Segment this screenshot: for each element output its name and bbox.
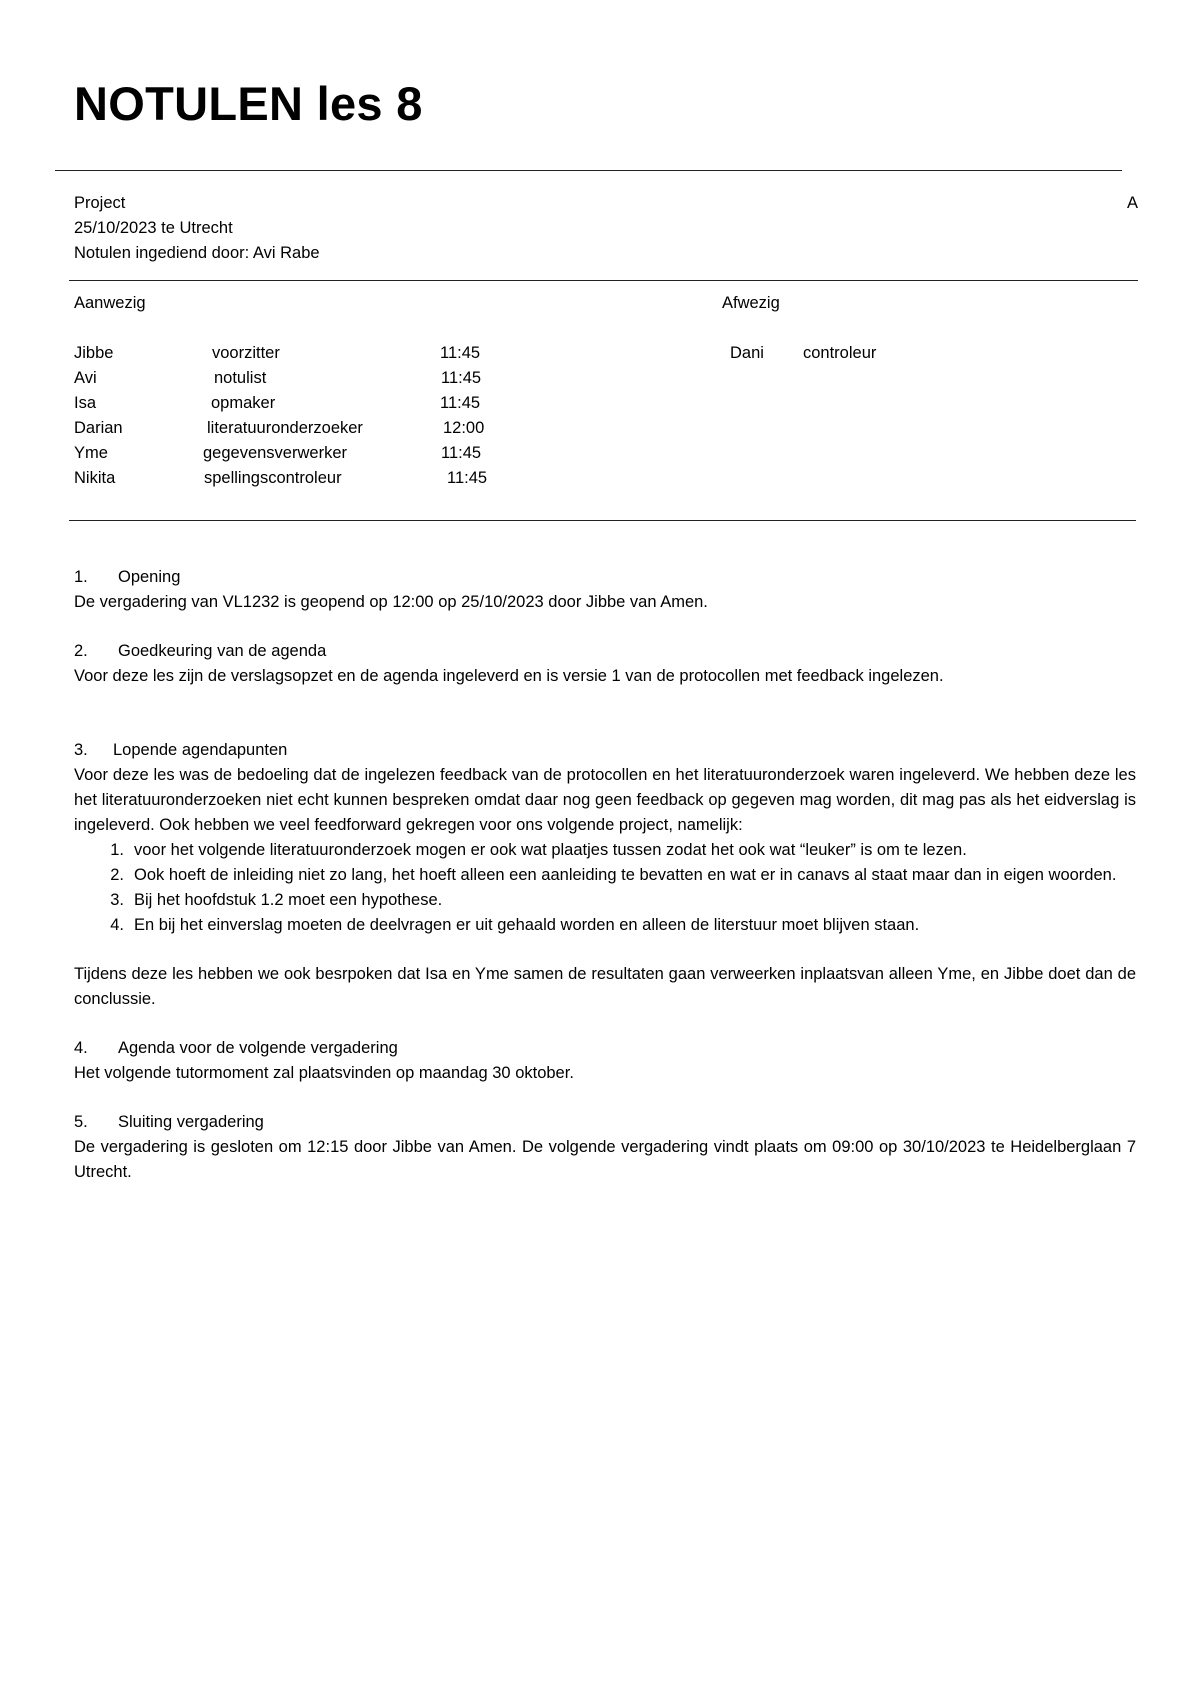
feedforward-list	[74, 838, 1136, 938]
page-title: NOTULEN les 8	[74, 77, 423, 130]
section-heading: Goedkeuring van de agenda	[118, 642, 327, 660]
attendee-role: opmaker	[211, 394, 276, 412]
list-item	[74, 888, 1136, 913]
section-closing	[74, 1110, 1136, 1185]
attendee-name: Yme	[74, 444, 108, 462]
section-text: Het volgende tutormoment zal plaatsvinden op maandag 30 oktober.	[74, 1064, 574, 1082]
list-item-text: Ook hoeft de inleiding niet zo lang, het hoeft alleen een aanleiding te bevatten en wat er in canavs al staat maar dan in eigen woorden.	[134, 866, 1117, 884]
date-place: 25/10/2023 te Utrecht	[74, 219, 233, 237]
submitted-by: Notulen ingediend door: Avi Rabe	[74, 244, 320, 262]
attendee-time: 11:45	[447, 469, 488, 487]
attendee-name: Avi	[74, 369, 97, 387]
attendee-time: 12:00	[443, 419, 485, 437]
attendee-role: spellingscontroleur	[204, 469, 342, 487]
absentee-role: controleur	[803, 344, 877, 362]
attendee-role: gegevensverwerker	[203, 444, 347, 462]
section-number: 5.	[74, 1113, 88, 1131]
list-item-text: voor het volgende literatuuronderzoek mogen er ook wat plaatjes tussen zodat het ook wat “leuker” is om te lezen.	[134, 841, 967, 859]
list-item	[74, 838, 1136, 863]
section-opening	[74, 565, 1136, 615]
list-item-number: 4.	[110, 916, 124, 934]
attendance-divider	[69, 520, 1136, 521]
attendee-time: 11:45	[440, 394, 481, 412]
section-heading: Sluiting vergadering	[118, 1113, 264, 1131]
minutes-body	[74, 565, 1136, 1185]
list-item-text: En bij het einverslag moeten de deelvragen er uit gehaald worden en alleen de literstuur moet blijven staan.	[134, 916, 920, 934]
attendee-role: notulist	[214, 369, 267, 387]
attendee-time: 11:45	[441, 369, 482, 387]
attendee-role: voorzitter	[212, 344, 280, 362]
section-heading: Opening	[118, 568, 181, 586]
section-heading: Lopende agendapunten	[113, 741, 288, 759]
attendee-role: literatuuronderzoeker	[207, 419, 363, 437]
section-next-meeting-agenda	[74, 1036, 1136, 1086]
attendee-name: Jibbe	[74, 344, 114, 362]
attendee-name: Darian	[74, 419, 123, 437]
section-number: 1.	[74, 568, 88, 586]
attendee-time: 11:45	[440, 344, 481, 362]
section-heading: Agenda voor de volgende vergadering	[118, 1039, 398, 1057]
section-number: 4.	[74, 1039, 88, 1057]
section-ongoing-items	[74, 738, 1136, 1012]
list-item	[74, 863, 1136, 888]
absent-heading: Afwezig	[722, 294, 780, 312]
list-item-number: 2.	[110, 866, 124, 884]
attendee-name: Nikita	[74, 469, 116, 487]
section-number: 2.	[74, 642, 88, 660]
list-item-number: 1.	[110, 841, 124, 859]
attendee-name: Isa	[74, 394, 97, 412]
section-text: De vergadering van VL1232 is geopend op 12:00 op 25/10/2023 door Jibbe van Amen.	[74, 593, 708, 611]
absentee-name: Dani	[730, 344, 764, 362]
present-heading: Aanwezig	[74, 294, 146, 312]
meta-divider	[69, 280, 1138, 281]
section-text: Voor deze les was de bedoeling dat de ingelezen feedback van de protocollen en het literatuuronderzoek waren ingeleverd. We hebben deze les het literatuuronderzoeken niet echt kunnen bespreken omdat daar nog geen feedback op gegeven mag worden, dit mag pas als het eidverslag is ingeleverd. Ook hebben we veel feedforward gekregen voor ons volgende project, namelijk:	[74, 766, 1136, 834]
project-suffix: A	[1126, 194, 1138, 212]
project-label: Project	[74, 194, 126, 212]
title-divider	[55, 170, 1122, 171]
section-text: Voor deze les zijn de verslagsopzet en de agenda ingeleverd en is versie 1 van de protocollen met feedback ingelezen.	[74, 667, 944, 685]
list-item	[74, 913, 1136, 938]
list-item-text: Bij het hoofdstuk 1.2 moet een hypothese.	[134, 891, 443, 909]
section-text: De vergadering is gesloten om 12:15 door Jibbe van Amen. De volgende vergadering vindt plaats om 09:00 op 30/10/2023 te Heidelberglaan 7 Utrecht.	[74, 1138, 1136, 1181]
section-agenda-approval	[74, 639, 1136, 689]
list-item-number: 3.	[110, 891, 124, 909]
section-followup-text: Tijdens deze les hebben we ook besrpoken dat Isa en Yme samen de resultaten gaan verweerken inplaatsvan alleen Yme, en Jibbe doet dan de conclussie.	[74, 965, 1136, 1008]
attendee-time: 11:45	[441, 444, 482, 462]
section-number: 3.	[74, 741, 88, 759]
